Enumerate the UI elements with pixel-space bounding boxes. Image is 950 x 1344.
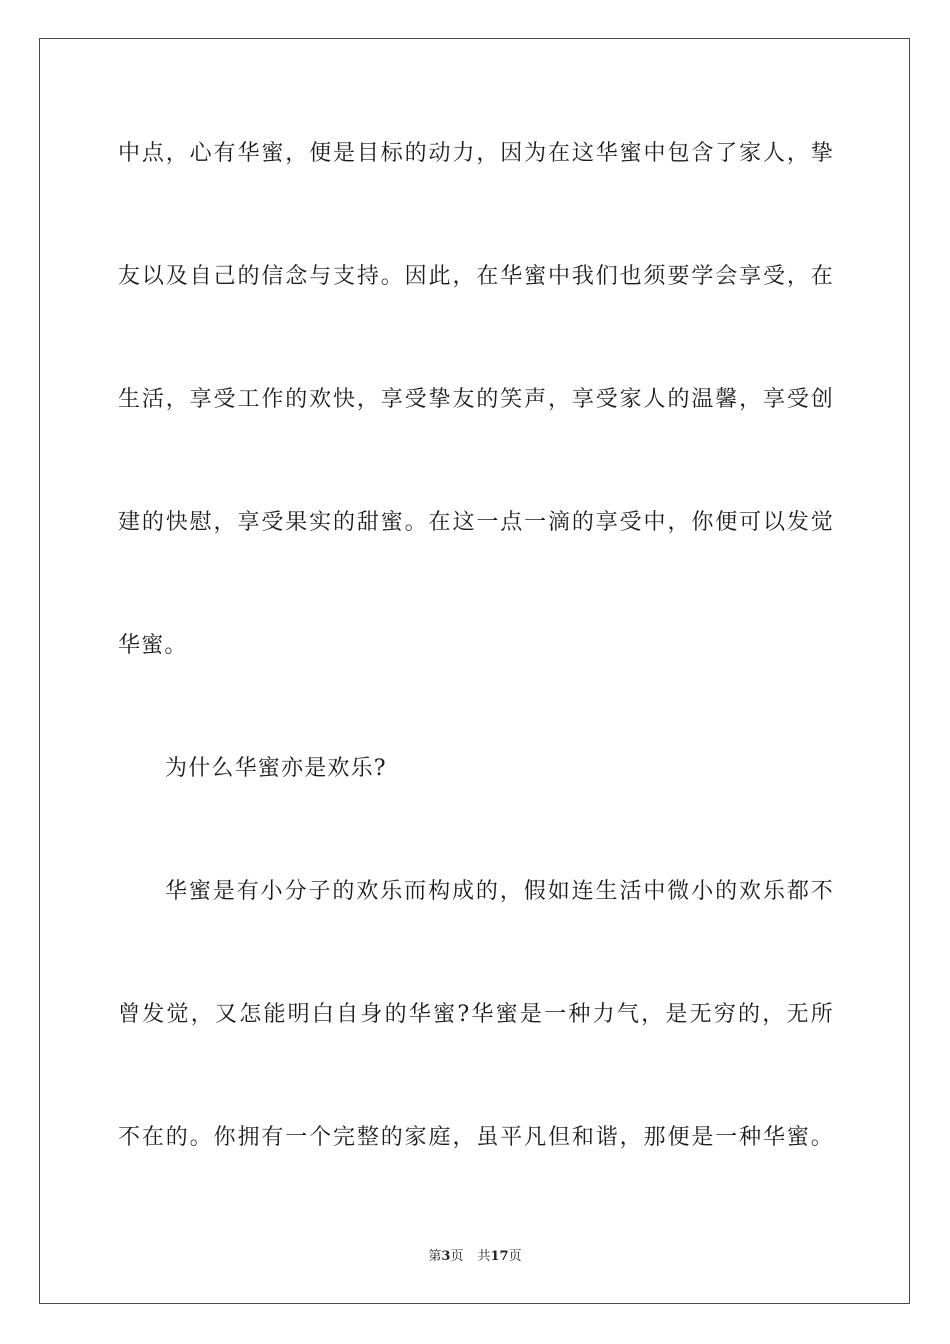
page-prefix: 第 <box>428 1249 442 1264</box>
page-current: 3 <box>441 1249 451 1264</box>
body-line-4: 建的快慰，享受果实的甜蜜。在这一点一滴的享受中，你便可以发觉 <box>118 510 834 535</box>
body-line-1: 中点，心有华蜜，便是目标的动力，因为在这华蜜中包含了家人，挚 <box>118 141 834 166</box>
total-prefix: 共 <box>477 1249 491 1264</box>
page-unit: 页 <box>450 1249 464 1264</box>
body-line-9: 不在的。你拥有一个完整的家庭，虽平凡但和谐，那便是一种华蜜。 <box>118 1125 834 1150</box>
page-total: 17 <box>490 1249 509 1264</box>
body-line-3: 生活，享受工作的欢快，享受挚友的笑声，享受家人的温馨，享受创 <box>118 387 834 412</box>
body-line-5: 华蜜。 <box>118 633 188 658</box>
section-heading: 为什么华蜜亦是欢乐? <box>165 756 387 781</box>
page-border <box>39 38 910 1304</box>
page-footer <box>0 1248 950 1266</box>
body-line-7: 华蜜是有小分子的欢乐而构成的，假如连生活中微小的欢乐都不 <box>165 879 834 904</box>
body-line-8: 曾发觉，又怎能明白自身的华蜜?华蜜是一种力气，是无穷的，无所 <box>118 1002 834 1027</box>
body-line-2: 友以及自己的信念与支持。因此，在华蜜中我们也须要学会享受，在 <box>118 264 834 289</box>
total-unit: 页 <box>508 1249 522 1264</box>
